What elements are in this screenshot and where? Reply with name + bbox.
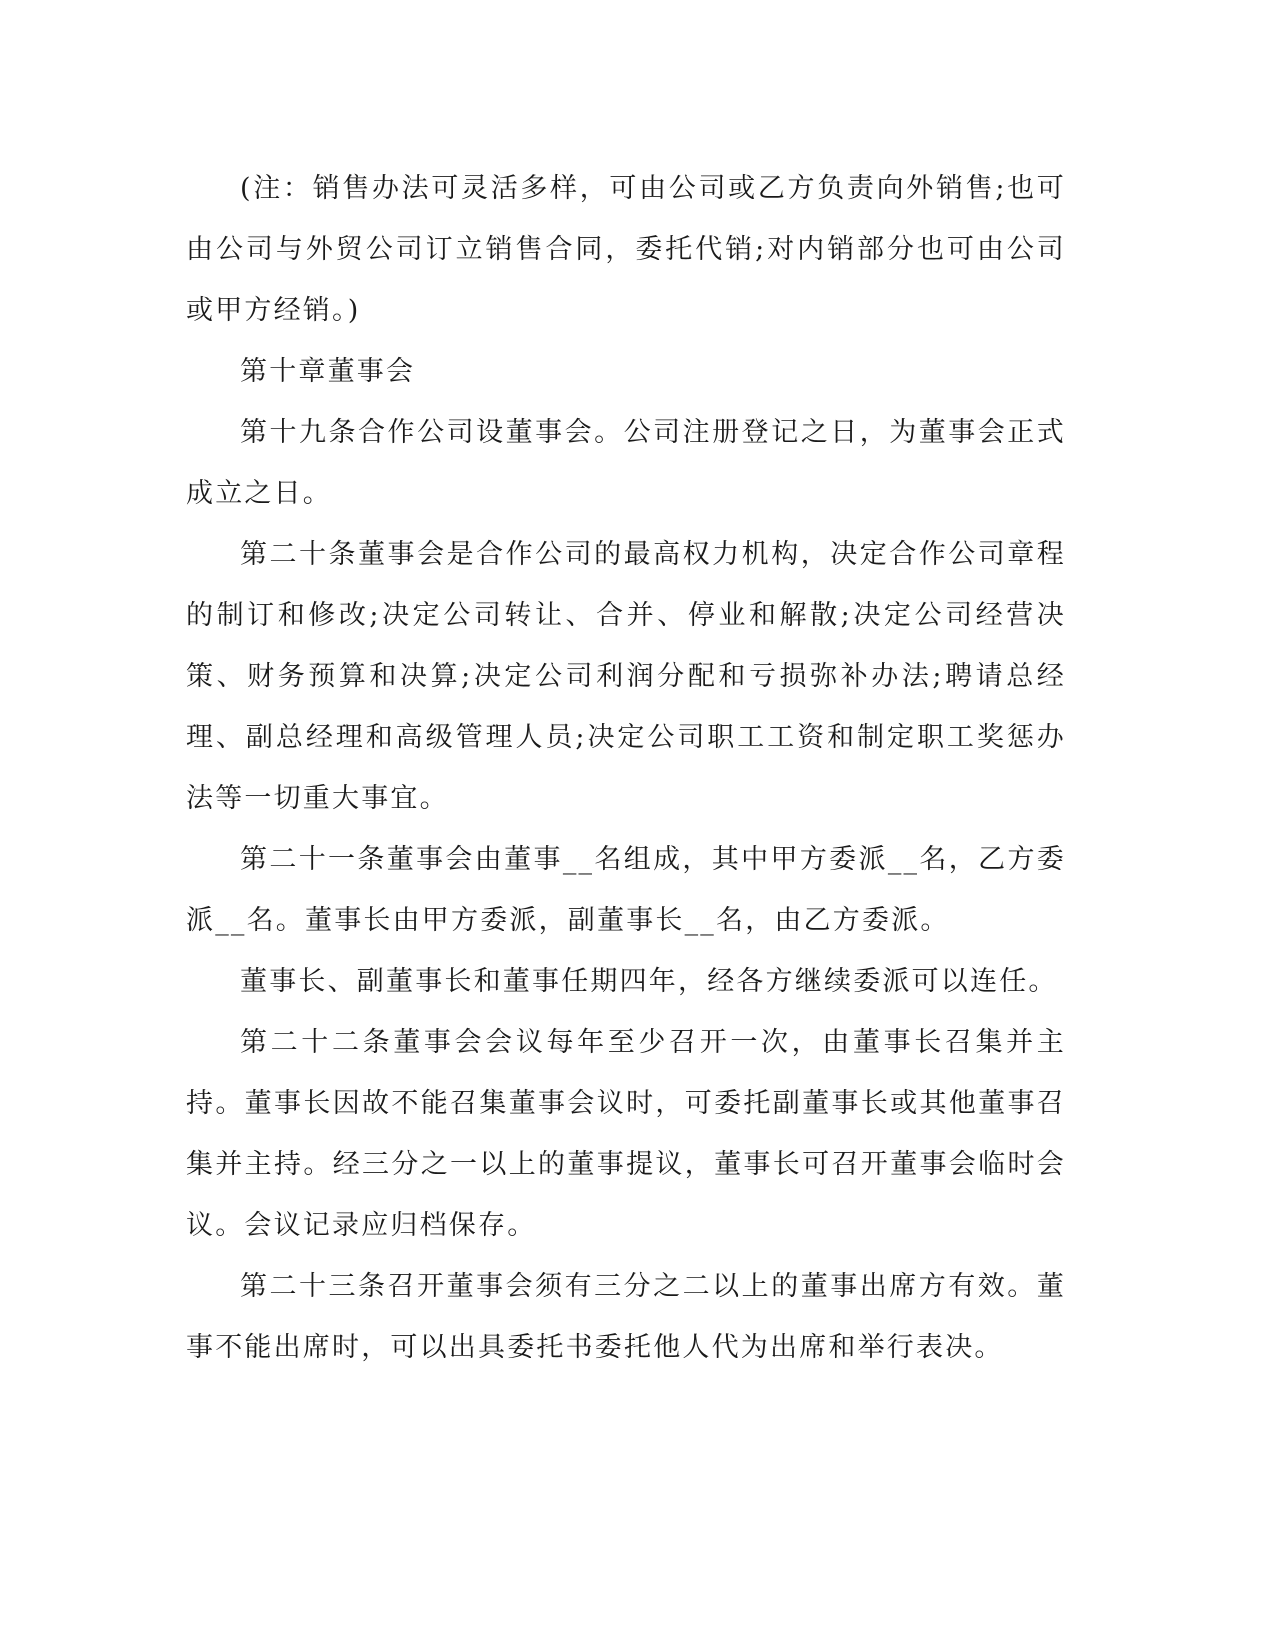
- paragraph-article-21: 第二十一条董事会由董事__名组成，其中甲方委派__名，乙方委派__名。董事长由甲方委派，副董事长__名，由乙方委派。: [186, 844, 1066, 936]
- paragraph-article-23: 第二十三条召开董事会须有三分之二以上的董事出席方有效。董事不能出席时，可以出具委托书委托他人代为出席和举行表决。: [186, 1271, 1066, 1363]
- chapter-heading: 第十章董事会: [240, 356, 416, 387]
- paragraph-article-19: 第十九条合作公司设董事会。公司注册登记之日，为董事会正式成立之日。: [186, 417, 1066, 509]
- paragraph-term-of-office: 董事长、副董事长和董事任期四年，经各方继续委派可以连任。: [240, 966, 1058, 997]
- paragraph-article-22: 第二十二条董事会会议每年至少召开一次，由董事长召集并主持。董事长因故不能召集董事会议时，可委托副董事长或其他董事召集并主持。经三分之一以上的董事提议，董事长可召开董事会临时会议。会议记录应归档保存。: [186, 1027, 1066, 1241]
- paragraph-article-20: 第二十条董事会是合作公司的最高权力机构，决定合作公司章程的制订和修改;决定公司转让、合并、停业和解散;决定公司经营决策、财务预算和决算;决定公司利润分配和亏损弥补办法;聘请总经理、副总经理和高级管理人员;决定公司职工工资和制定职工奖惩办法等一切重大事宜。: [186, 539, 1066, 814]
- document-body: [186, 158, 1066, 1378]
- paragraph-sales-note: (注：销售办法可灵活多样，可由公司或乙方负责向外销售;也可由公司与外贸公司订立销售合同，委托代销;对内销部分也可由公司或甲方经销。): [186, 173, 1066, 326]
